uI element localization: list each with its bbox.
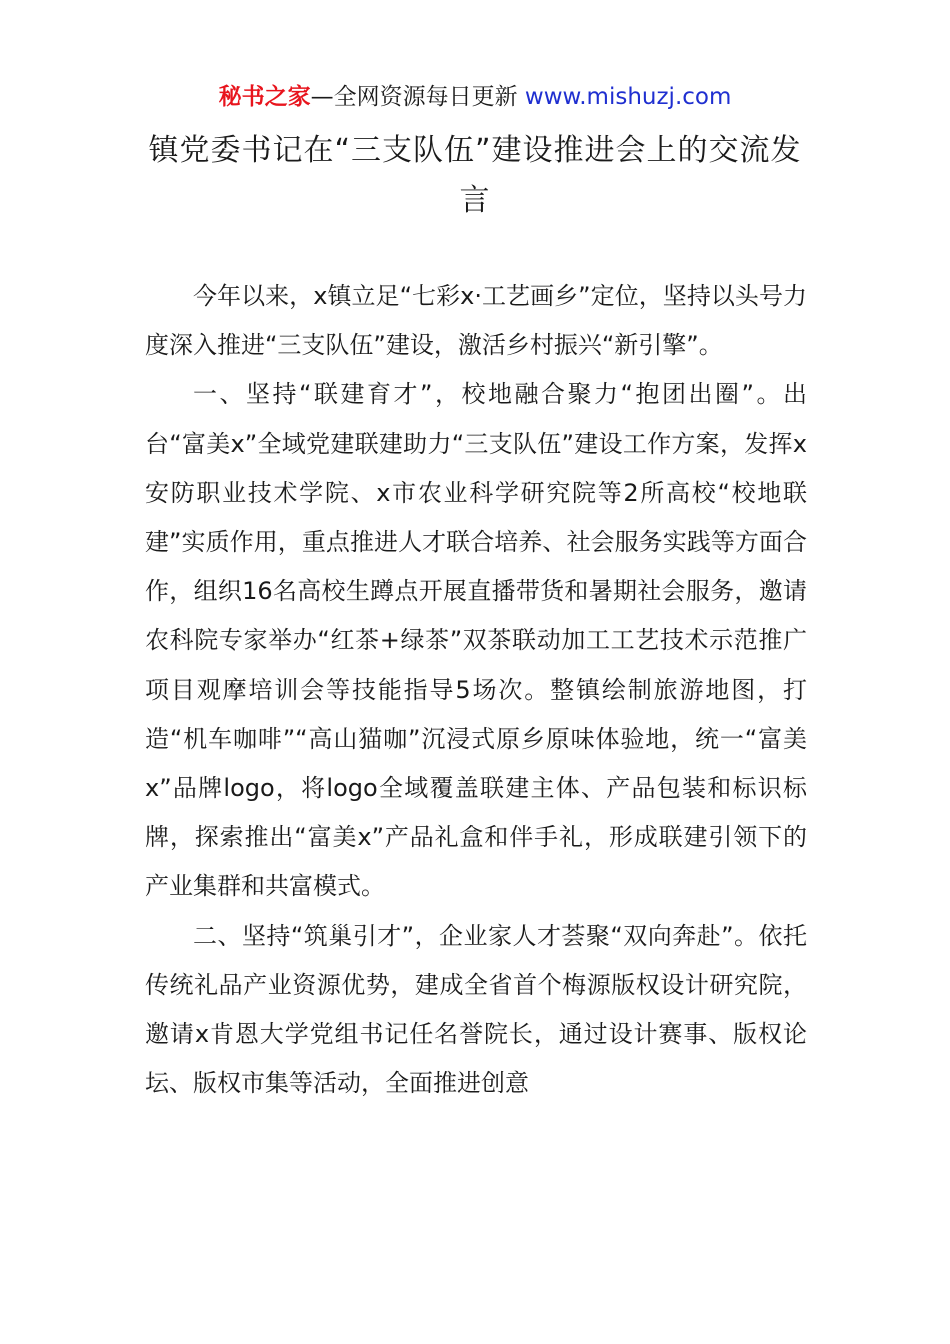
site-header: [0, 80, 950, 114]
document-body: [145, 272, 807, 1108]
paragraph-section-two: 二、坚持“筑巢引才”，企业家人才荟聚“双向奔赴”。依托传统礼品产业资源优势，建成全省首个梅源版权设计研究院，邀请x肯恩大学党组书记任名誉院长，通过设计赛事、版权论坛、版权市集等活动，全面推进创意: [145, 921, 807, 1098]
paragraph-intro: 今年以来，x镇立足“七彩x·工艺画乡”定位，坚持以头号力度深入推进“三支队伍”建设，激活乡村振兴“新引擎”。: [145, 282, 807, 360]
site-tagline: —全网资源每日更新: [310, 84, 525, 110]
document-title: 镇党委书记在“三支队伍”建设推进会上的交流发言: [148, 133, 802, 218]
site-name: 秘书之家: [218, 84, 311, 110]
paragraph-section-one: 一、坚持“联建育才”，校地融合聚力“抱团出圈”。出台“富美x”全域党建联建助力“三支队伍”建设工作方案，发挥x安防职业技术学院、x市农业科学研究院等2所高校“校地联建”实质作用，重点推进人才联合培养、社会服务实践等方面合作，组织16名高校生蹲点开展直播带货和暑期社会服务，邀请农科院专家举办“红茶+绿茶”双茶联动加工工艺技术示范推广项目观摩培训会等技能指导5场次。整镇绘制旅游地图，打造“机车咖啡”“高山猫咖”沉浸式原乡原味体验地，统一“富美x”品牌logo，将logo全域覆盖联建主体、产品包装和标识标牌，探索推出“富美x”产品礼盒和伴手礼，形成联建引领下的产业集群和共富模式。: [145, 380, 807, 901]
site-url-link[interactable]: www.mishuzj.com: [524, 84, 732, 110]
